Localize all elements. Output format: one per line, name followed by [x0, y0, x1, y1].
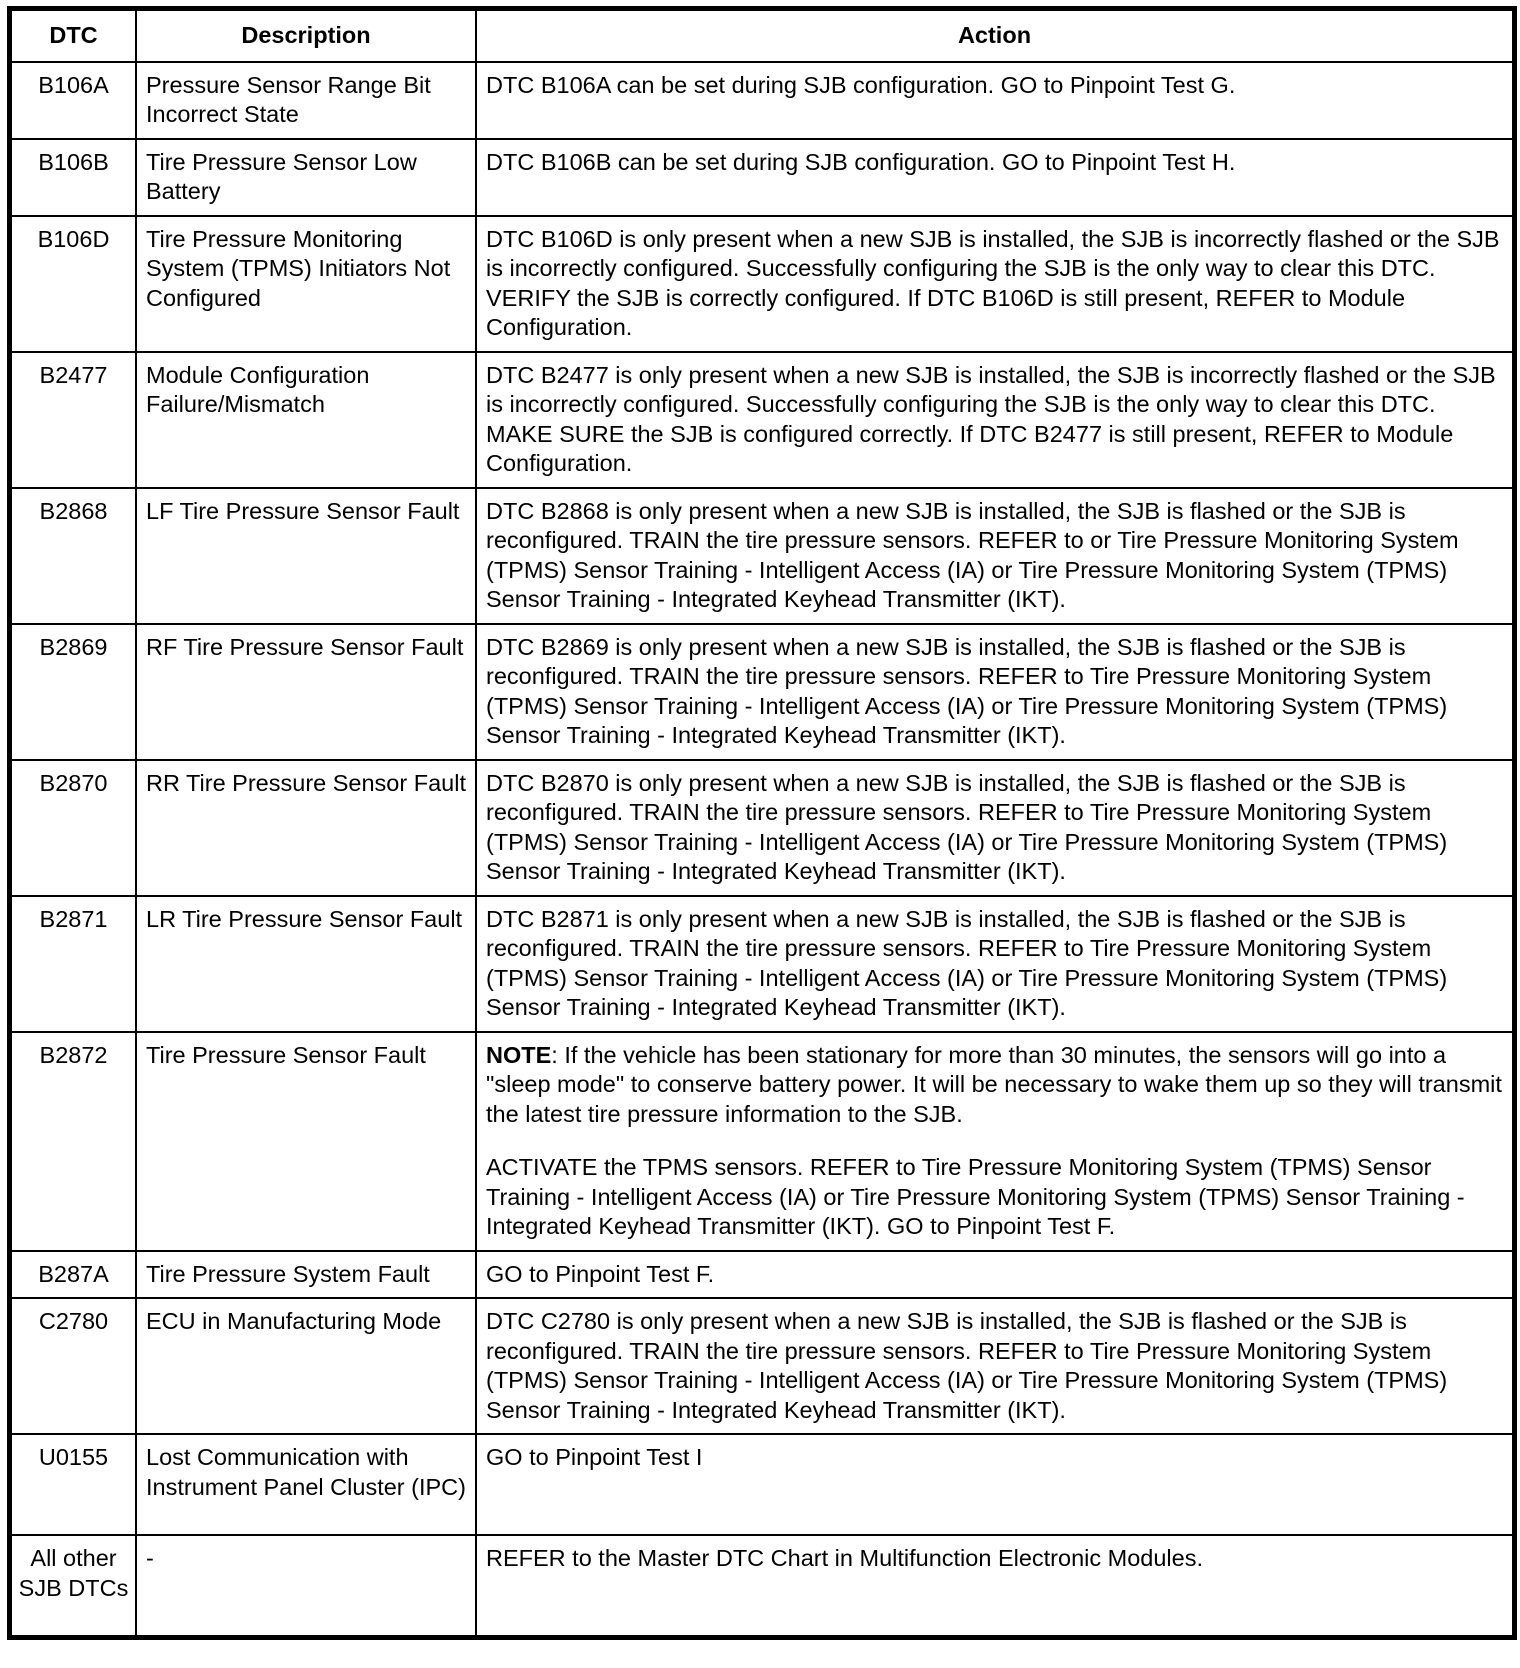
table-row — [11, 1251, 1513, 1299]
dtc-description: Tire Pressure System Fault — [136, 1251, 476, 1299]
table-row — [11, 1298, 1513, 1434]
header-description: Description — [136, 10, 476, 62]
dtc-description: Lost Communication with Instrument Panel Cluster (IPC) — [136, 1434, 476, 1535]
table-row — [11, 760, 1513, 896]
dtc-table — [10, 9, 1514, 1637]
dtc-code: B106B — [11, 139, 136, 216]
note-label: NOTE — [486, 1041, 552, 1068]
table-row — [11, 216, 1513, 352]
dtc-description: RF Tire Pressure Sensor Fault — [136, 624, 476, 760]
dtc-code: B287A — [11, 1251, 136, 1299]
dtc-action: DTC B2871 is only present when a new SJB is installed, the SJB is flashed or the SJB is reconfigured. TRAIN the tire pressure sensors. REFER to Tire Pressure Monitoring System (TPMS) Sensor Training - Intelligent Access (IA) or Tire Pressure Monitoring System (TPMS) Sensor Training - Integrated Keyhead Transmitter (IKT). — [476, 896, 1513, 1032]
dtc-description: Tire Pressure Sensor Low Battery — [136, 139, 476, 216]
dtc-code: B2477 — [11, 352, 136, 488]
dtc-code: C2780 — [11, 1298, 136, 1434]
dtc-code: B2869 — [11, 624, 136, 760]
table-row — [11, 1434, 1513, 1535]
table-row — [11, 352, 1513, 488]
table-row — [11, 896, 1513, 1032]
dtc-table-frame — [7, 6, 1517, 1640]
dtc-description: LF Tire Pressure Sensor Fault — [136, 488, 476, 624]
dtc-action: REFER to the Master DTC Chart in Multifunction Electronic Modules. — [476, 1535, 1513, 1636]
dtc-action: ACTIVATE the TPMS sensors. REFER to Tire Pressure Monitoring System (TPMS) Sensor Training - Intelligent Access (IA) or Tire Pressure Monitoring System (TPMS) Sensor Training - Integrated Keyhead Transmitter (IKT). GO to Pinpoint Test F. — [486, 1154, 1465, 1239]
table-row — [11, 139, 1513, 216]
dtc-action: GO to Pinpoint Test I — [476, 1434, 1513, 1535]
table-row — [11, 488, 1513, 624]
dtc-description: LR Tire Pressure Sensor Fault — [136, 896, 476, 1032]
table-header-row — [11, 10, 1513, 62]
dtc-description: Tire Pressure Monitoring System (TPMS) Initiators Not Configured — [136, 216, 476, 352]
note-text: : If the vehicle has been stationary for more than 30 minutes, the sensors will go into a "sleep mode" to conserve battery power. It will be necessary to wake them up so they will transmit the latest tire pressure information to the SJB. — [486, 1041, 1502, 1127]
dtc-action: DTC C2780 is only present when a new SJB is installed, the SJB is flashed or the SJB is reconfigured. TRAIN the tire pressure sensors. REFER to Tire Pressure Monitoring System (TPMS) Sensor Training - Intelligent Access (IA) or Tire Pressure Monitoring System (TPMS) Sensor Training - Integrated Keyhead Transmitter (IKT). — [476, 1298, 1513, 1434]
dtc-action-cell — [476, 1032, 1513, 1251]
dtc-code: B2872 — [11, 1032, 136, 1251]
dtc-description: Module Configuration Failure/Mismatch — [136, 352, 476, 488]
dtc-code: U0155 — [11, 1434, 136, 1535]
dtc-action: DTC B2477 is only present when a new SJB is installed, the SJB is incorrectly flashed or the SJB is incorrectly configured. Successfully configuring the SJB is the only way to clear this DTC. MAKE SURE the SJB is configured correctly. If DTC B2477 is still present, REFER to Module Configuration. — [476, 352, 1513, 488]
dtc-description: Tire Pressure Sensor Fault — [136, 1032, 476, 1251]
dtc-action: DTC B2870 is only present when a new SJB is installed, the SJB is flashed or the SJB is reconfigured. TRAIN the tire pressure sensors. REFER to Tire Pressure Monitoring System (TPMS) Sensor Training - Intelligent Access (IA) or Tire Pressure Monitoring System (TPMS) Sensor Training - Integrated Keyhead Transmitter (IKT). — [476, 760, 1513, 896]
note-paragraph — [486, 1041, 1506, 1130]
dtc-code: B2870 — [11, 760, 136, 896]
dtc-code: B2871 — [11, 896, 136, 1032]
dtc-action: DTC B106A can be set during SJB configuration. GO to Pinpoint Test G. — [476, 62, 1513, 139]
dtc-description: RR Tire Pressure Sensor Fault — [136, 760, 476, 896]
dtc-description: Pressure Sensor Range Bit Incorrect State — [136, 62, 476, 139]
dtc-code: B106A — [11, 62, 136, 139]
header-dtc: DTC — [11, 10, 136, 62]
table-row — [11, 1535, 1513, 1636]
table-row — [11, 1032, 1513, 1251]
header-action: Action — [476, 10, 1513, 62]
dtc-action: DTC B2868 is only present when a new SJB is installed, the SJB is flashed or the SJB is reconfigured. TRAIN the tire pressure sensors. REFER to or Tire Pressure Monitoring System (TPMS) Sensor Training - Intelligent Access (IA) or Tire Pressure Monitoring System (TPMS) Sensor Training - Integrated Keyhead Transmitter (IKT). — [476, 488, 1513, 624]
dtc-action: DTC B2869 is only present when a new SJB is installed, the SJB is flashed or the SJB is reconfigured. TRAIN the tire pressure sensors. REFER to Tire Pressure Monitoring System (TPMS) Sensor Training - Intelligent Access (IA) or Tire Pressure Monitoring System (TPMS) Sensor Training - Integrated Keyhead Transmitter (IKT). — [476, 624, 1513, 760]
table-row — [11, 624, 1513, 760]
dtc-code: B106D — [11, 216, 136, 352]
dtc-action: GO to Pinpoint Test F. — [476, 1251, 1513, 1299]
dtc-code: B2868 — [11, 488, 136, 624]
dtc-description: ECU in Manufacturing Mode — [136, 1298, 476, 1434]
dtc-description: - — [136, 1535, 476, 1636]
dtc-action: DTC B106B can be set during SJB configuration. GO to Pinpoint Test H. — [476, 139, 1513, 216]
dtc-code: All other SJB DTCs — [11, 1535, 136, 1636]
table-row — [11, 62, 1513, 139]
dtc-action: DTC B106D is only present when a new SJB is installed, the SJB is incorrectly flashed or the SJB is incorrectly configured. Successfully configuring the SJB is the only way to clear this DTC. VERIFY the SJB is correctly configured. If DTC B106D is still present, REFER to Module Configuration. — [476, 216, 1513, 352]
